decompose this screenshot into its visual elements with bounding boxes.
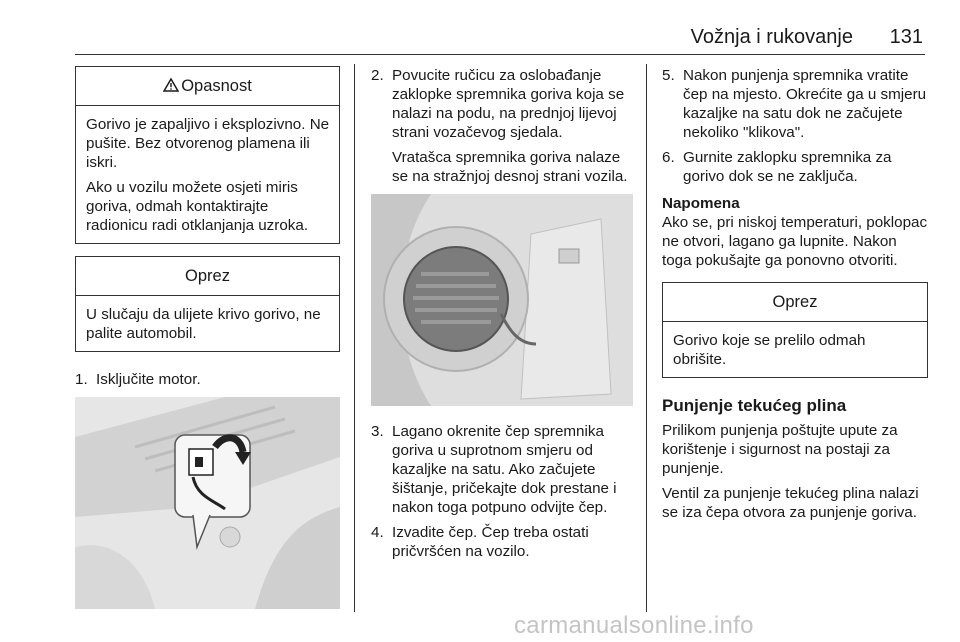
section-paragraph-2: Ventil za punjenje tekućeg plina nalazi se iza čepa otvora za punjenje goriva. [662,485,919,521]
step-text: Izvadite čep. Čep treba ostati pričvršćen na vozilo. [392,524,589,560]
page-header [75,24,925,55]
step-6 [662,148,928,186]
caution-box-2 [662,282,928,378]
step-3 [371,422,633,517]
page-number: 131 [889,26,923,48]
fuel-cap-illustration [371,194,633,406]
caution-body [76,296,339,351]
column-3 [662,66,928,528]
note-title: Napomena [662,195,740,212]
column-2 [371,66,633,567]
step-2-subtext: Vratašca spremnika goriva nalaze se na stražnjoj desnoj strani vozila. [392,149,628,185]
step-number: 3. [371,423,384,440]
step-text: Povucite ručicu za oslobađanje zaklopke spremnika goriva koja se nalazi na podu, na prednjoj lijevoj strani vozačevog sjedala. [392,67,625,141]
danger-box [75,66,340,244]
step-text: Nakon punjenja spremnika vratite čep na mjesto. Okrećite ga u smjeru kazaljke na satu dok ne začujete nekoliko "klikova". [683,67,927,141]
step-4 [371,523,633,561]
section-paragraph-1: Prilikom punjenja poštujte upute za korištenje i sigurnost na postaji za punjenje. [662,422,898,477]
step-number: 4. [371,524,384,541]
section-heading: Punjenje tekućeg plina [662,396,847,415]
caution-title-2: Oprez [663,283,927,322]
warning-triangle-icon [163,77,179,96]
danger-header [76,67,339,106]
column-divider-1 [354,64,355,612]
danger-paragraph-1: Gorivo je zapaljivo i eksplozivno. Ne pušite. Bez otvorenog plamena ili iskri. [86,116,330,171]
danger-title: Opasnost [181,77,252,95]
step-number: 5. [662,67,675,84]
watermark: carmanualsonline.info [514,612,754,639]
note-text: Ako se, pri niskoj temperaturi, poklopac ne otvori, lagano ga lupnite. Nakon toga pokušajte ga ponovno otvoriti. [662,214,928,269]
step-text: Isključite motor. [96,371,201,388]
step-1 [75,370,340,389]
step-text: Gurnite zaklopku spremnika za gorivo dok se ne zaključa. [683,149,892,185]
step-2 [371,66,633,142]
danger-body [76,106,339,243]
step-number: 2. [371,67,384,84]
step-5 [662,66,928,142]
step-text: Lagano okrenite čep spremnika goriva u suprotnom smjeru od kazaljke na satu. Ako začujete šištanje, pričekajte dok prestane i nakon toga potpuno odvijte čep. [392,423,617,516]
caution-body-2 [663,322,927,377]
column-1 [75,66,340,619]
release-lever-illustration [75,397,340,609]
caution-box [75,256,340,352]
caution-title: Oprez [76,257,339,296]
step-number: 1. [75,371,88,388]
caution-text-2: Gorivo koje se prelilo odmah obrišite. [673,332,866,368]
section-title: Vožnja i rukovanje [690,26,853,48]
caution-text: U slučaju da ulijete krivo gorivo, ne palite automobil. [86,306,321,342]
step-number: 6. [662,149,675,166]
danger-paragraph-2: Ako u vozilu možete osjeti miris goriva, odmah kontaktirajte radionicu radi otklanjanja uzroka. [86,179,309,234]
column-divider-2 [646,64,647,612]
